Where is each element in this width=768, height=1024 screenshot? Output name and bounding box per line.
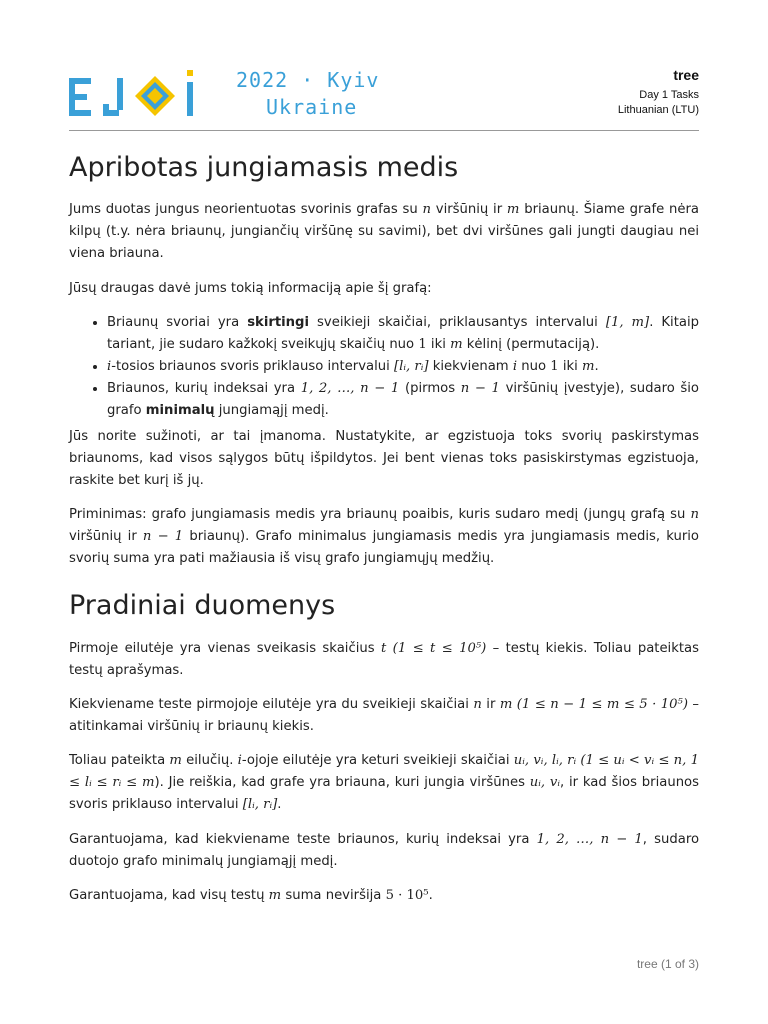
ejoi-logo xyxy=(69,66,199,118)
header xyxy=(69,62,699,128)
task-meta xyxy=(618,67,699,116)
page-footer: tree (1 of 3) xyxy=(636,957,699,971)
list-item: • Briaunos, kurių indeksai yra 1, 2, …, n − 1 (pirmos n − 1 viršūnių įvestyje), sudaro šio grafo minimalų jungiamąjį medį. xyxy=(107,378,699,422)
event-country: Ukraine xyxy=(266,95,358,119)
input-paragraph-2: Kiekviename teste pirmojoje eilutėje yra du sveikieji skaičiai n ir m (1 ≤ n − 1 ≤ m ≤ 5 · 10⁵) – atitinkamai viršūnių ir briaunų kiekis. xyxy=(69,697,699,734)
header-divider xyxy=(69,130,699,131)
info-list xyxy=(69,312,699,422)
list-item: • Briaunų svoriai yra skirtingi sveikieji skaičiai, priklausantys intervalui [1, m]. Kitaip tariant, jie sudaro kažkokį sveikųjų skaičių nuo 1 iki m kėlinį (permutaciją). xyxy=(107,312,699,356)
input-paragraph-5: Garantuojama, kad visų testų m suma neviršija 5 · 10⁵. xyxy=(69,888,433,903)
input-paragraph-4: Garantuojama, kad kiekviename teste briaunos, kurių indeksai yra 1, 2, …, n − 1, sudaro duotojo grafo minimalų jungiamąjį medį. xyxy=(69,832,700,869)
reminder-paragraph: Priminimas: grafo jungiamasis medis yra briaunų poaibis, kuris sudaro medį (jungų grafą su n viršūnių ir n − 1 briaunų). Grafo minimalus jungiamasis medis yra jungiamasis medis, kurio svorių suma yra pati mažiausia iš visų grafo jungiamųjų medžių. xyxy=(69,507,699,566)
day-label: Day 1 Tasks xyxy=(639,89,699,101)
event-year-city: 2022 · Kyiv xyxy=(236,68,380,92)
task-paragraph: Jūs norite sužinoti, ar tai įmanoma. Nustatykite, ar egzistuoja toks svorių paskirstymas briaunoms, kad visos sąlygos būtų išpildytos. Jei bent vienas toks pasiskirstymas egzistuoja, raskite bet kurį iš jų. xyxy=(69,429,699,488)
input-paragraph-3: Toliau pateikta m eilučių. i-ojoje eilutėje yra keturi sveikieji skaičiai uᵢ, vᵢ, lᵢ, rᵢ (1 ≤ uᵢ < vᵢ ≤ n, 1 ≤ lᵢ ≤ rᵢ ≤ m). Jie reiškia, kad grafe yra briauna, kuri jungia viršūnes uᵢ, vᵢ, ir kad šios briaunos svoris priklauso intervalui [lᵢ, rᵢ]. xyxy=(69,753,699,812)
list-item: • i-tosios briaunos svoris priklauso intervalui [lᵢ, rᵢ] kiekvienam i nuo 1 iki m. xyxy=(107,356,699,378)
page-title: Apribotas jungiamasis medis xyxy=(69,152,459,183)
task-name: tree xyxy=(673,67,699,83)
input-section-title: Pradiniai duomenys xyxy=(69,590,336,621)
language-label: Lithuanian (LTU) xyxy=(617,104,699,116)
friend-paragraph: Jūsų draugas davė jums tokią informaciją apie šį grafą: xyxy=(69,281,432,296)
intro-paragraph: Jums duotas jungus neorientuotas svorinis grafas su n viršūnių ir m briaunų. Šiame grafe nėra kilpų (t.y. nėra briaunų, jungiančių viršūnę su savimi), bet dvi viršūnes gali jungti daugiau nei viena briauna. xyxy=(69,202,700,261)
input-paragraph-1: Pirmoje eilutėje yra vienas sveikasis skaičius t (1 ≤ t ≤ 10⁵) – testų kiekis. Toliau pateiktas testų aprašymas. xyxy=(69,641,699,678)
